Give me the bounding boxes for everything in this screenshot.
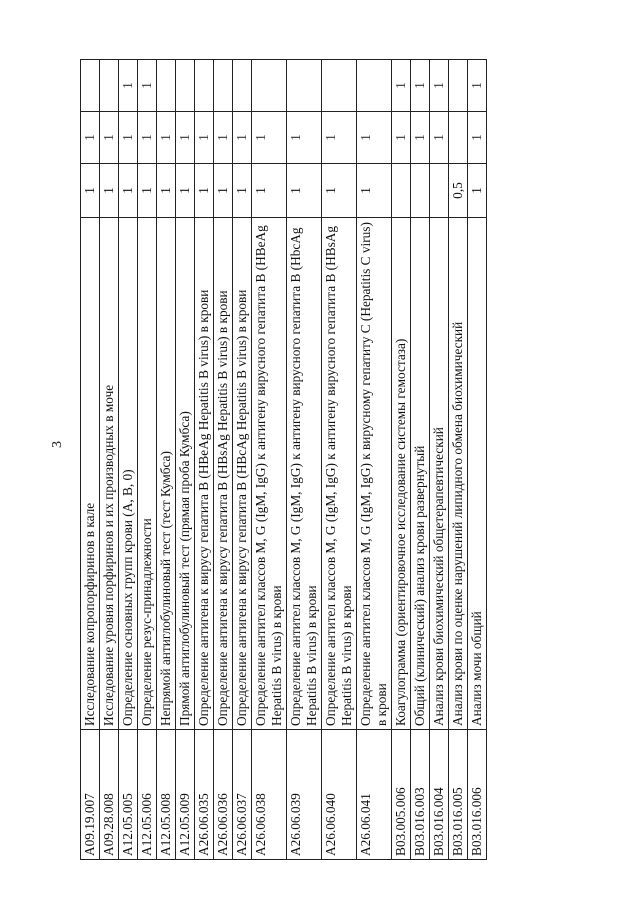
service-name: Определение антител классов M, G (IgM, IgG) к вирусному гепатиту C (Hepatitis C virus) в крови bbox=[357, 218, 392, 730]
service-code: B03.016.005 bbox=[449, 730, 468, 860]
page-number: 3 bbox=[50, 441, 65, 448]
extra-value bbox=[233, 60, 252, 112]
service-name: Определение резус-принадлежности bbox=[138, 218, 157, 730]
average-count-value: 1 bbox=[322, 112, 357, 164]
frequency-value: 1 bbox=[287, 164, 322, 218]
average-count-value: 1 bbox=[392, 112, 411, 164]
average-count-value bbox=[449, 112, 468, 164]
service-name: Анализ крови по оценке нарушений липидного обмена биохимический bbox=[449, 218, 468, 730]
extra-value bbox=[449, 60, 468, 112]
table-row bbox=[138, 60, 157, 860]
service-name: Коагулограмма (ориентировочное исследование системы гемостаза) bbox=[392, 218, 411, 730]
table-row bbox=[468, 60, 487, 860]
extra-value bbox=[357, 60, 392, 112]
service-code: A12.05.005 bbox=[119, 730, 138, 860]
service-code: B03.005.006 bbox=[392, 730, 411, 860]
extra-value: 1 bbox=[138, 60, 157, 112]
table-row bbox=[322, 60, 357, 860]
frequency-value: 1 bbox=[357, 164, 392, 218]
extra-value bbox=[287, 60, 322, 112]
extra-value: 1 bbox=[430, 60, 449, 112]
extra-value bbox=[157, 60, 176, 112]
extra-value bbox=[214, 60, 233, 112]
document-table-container bbox=[80, 60, 560, 860]
average-count-value: 1 bbox=[430, 112, 449, 164]
average-count-value: 1 bbox=[119, 112, 138, 164]
service-name: Исследование копропорфиринов в кале bbox=[81, 218, 100, 730]
table-row bbox=[81, 60, 100, 860]
average-count-value: 1 bbox=[468, 112, 487, 164]
service-name: Исследование уровня порфиринов и их производных в моче bbox=[100, 218, 119, 730]
service-code: A26.06.040 bbox=[322, 730, 357, 860]
table-row bbox=[430, 60, 449, 860]
service-code: A12.05.009 bbox=[176, 730, 195, 860]
service-code: A26.06.041 bbox=[357, 730, 392, 860]
frequency-value bbox=[430, 164, 449, 218]
frequency-value: 1 bbox=[119, 164, 138, 218]
frequency-value: 1 bbox=[322, 164, 357, 218]
frequency-value: 1 bbox=[81, 164, 100, 218]
frequency-value: 1 bbox=[252, 164, 287, 218]
service-name: Определение антител классов M, G (IgM, IgG) к антигену вирусного гепатита B (HBeAg Hepatitis B virus) в крови bbox=[252, 218, 287, 730]
frequency-value: 1 bbox=[233, 164, 252, 218]
service-name: Определение антител классов M, G (IgM, IgG) к антигену вирусного гепатита B (HbcAg Hepatitis B virus) в крови bbox=[287, 218, 322, 730]
table-row bbox=[214, 60, 233, 860]
table-row bbox=[157, 60, 176, 860]
extra-value: 1 bbox=[392, 60, 411, 112]
service-code: A12.05.006 bbox=[138, 730, 157, 860]
services-table bbox=[80, 59, 487, 860]
average-count-value: 1 bbox=[411, 112, 430, 164]
table-row bbox=[392, 60, 411, 860]
average-count-value: 1 bbox=[252, 112, 287, 164]
extra-value: 1 bbox=[119, 60, 138, 112]
frequency-value: 1 bbox=[214, 164, 233, 218]
average-count-value: 1 bbox=[214, 112, 233, 164]
frequency-value: 1 bbox=[195, 164, 214, 218]
extra-value bbox=[81, 60, 100, 112]
frequency-value: 1 bbox=[100, 164, 119, 218]
table-row bbox=[119, 60, 138, 860]
service-code: A26.06.039 bbox=[287, 730, 322, 860]
service-name: Определение антител классов M, G (IgM, IgG) к антигену вирусного гепатита B (HBsAg Hepatitis B virus) в крови bbox=[322, 218, 357, 730]
average-count-value: 1 bbox=[195, 112, 214, 164]
table-row bbox=[411, 60, 430, 860]
service-name: Определение антигена к вирусу гепатита B (HBsAg Hepatitis B virus) в крови bbox=[214, 218, 233, 730]
extra-value bbox=[176, 60, 195, 112]
table-row bbox=[252, 60, 287, 860]
average-count-value: 1 bbox=[81, 112, 100, 164]
table-row bbox=[287, 60, 322, 860]
frequency-value: 1 bbox=[157, 164, 176, 218]
average-count-value: 1 bbox=[100, 112, 119, 164]
table-row bbox=[176, 60, 195, 860]
service-name: Общий (клинический) анализ крови развернутый bbox=[411, 218, 430, 730]
frequency-value bbox=[411, 164, 430, 218]
table-row bbox=[233, 60, 252, 860]
frequency-value bbox=[392, 164, 411, 218]
service-name: Анализ крови биохимический общетерапевтический bbox=[430, 218, 449, 730]
extra-value: 1 bbox=[411, 60, 430, 112]
extra-value bbox=[195, 60, 214, 112]
frequency-value: 1 bbox=[468, 164, 487, 218]
service-name: Определение основных групп крови (A, B, 0) bbox=[119, 218, 138, 730]
average-count-value: 1 bbox=[357, 112, 392, 164]
service-name: Определение антигена к вирусу гепатита B (HBcAg Hepatitis B virus) в крови bbox=[233, 218, 252, 730]
service-code: A26.06.038 bbox=[252, 730, 287, 860]
service-code: A09.19.007 bbox=[81, 730, 100, 860]
services-table-body bbox=[81, 60, 487, 860]
average-count-value: 1 bbox=[157, 112, 176, 164]
average-count-value: 1 bbox=[176, 112, 195, 164]
frequency-value: 0,5 bbox=[449, 164, 468, 218]
average-count-value: 1 bbox=[287, 112, 322, 164]
extra-value: 1 bbox=[468, 60, 487, 112]
service-code: A26.06.037 bbox=[233, 730, 252, 860]
service-name: Непрямой антиглобулиновый тест (тест Кумбса) bbox=[157, 218, 176, 730]
frequency-value: 1 bbox=[138, 164, 157, 218]
table-row bbox=[357, 60, 392, 860]
service-code: A12.05.008 bbox=[157, 730, 176, 860]
table-row bbox=[100, 60, 119, 860]
service-name: Прямой антиглобулиновый тест (прямая проба Кумбса) bbox=[176, 218, 195, 730]
table-row bbox=[195, 60, 214, 860]
service-code: A26.06.036 bbox=[214, 730, 233, 860]
extra-value bbox=[100, 60, 119, 112]
table-row bbox=[449, 60, 468, 860]
service-code: B03.016.003 bbox=[411, 730, 430, 860]
service-code: B03.016.006 bbox=[468, 730, 487, 860]
extra-value bbox=[322, 60, 357, 112]
service-code: A26.06.035 bbox=[195, 730, 214, 860]
average-count-value: 1 bbox=[138, 112, 157, 164]
extra-value bbox=[252, 60, 287, 112]
service-name: Определение антигена к вирусу гепатита B (HBeAg Hepatitis B virus) в крови bbox=[195, 218, 214, 730]
service-code: A09.28.008 bbox=[100, 730, 119, 860]
service-code: B03.016.004 bbox=[430, 730, 449, 860]
average-count-value: 1 bbox=[233, 112, 252, 164]
frequency-value: 1 bbox=[176, 164, 195, 218]
service-name: Анализ мочи общий bbox=[468, 218, 487, 730]
